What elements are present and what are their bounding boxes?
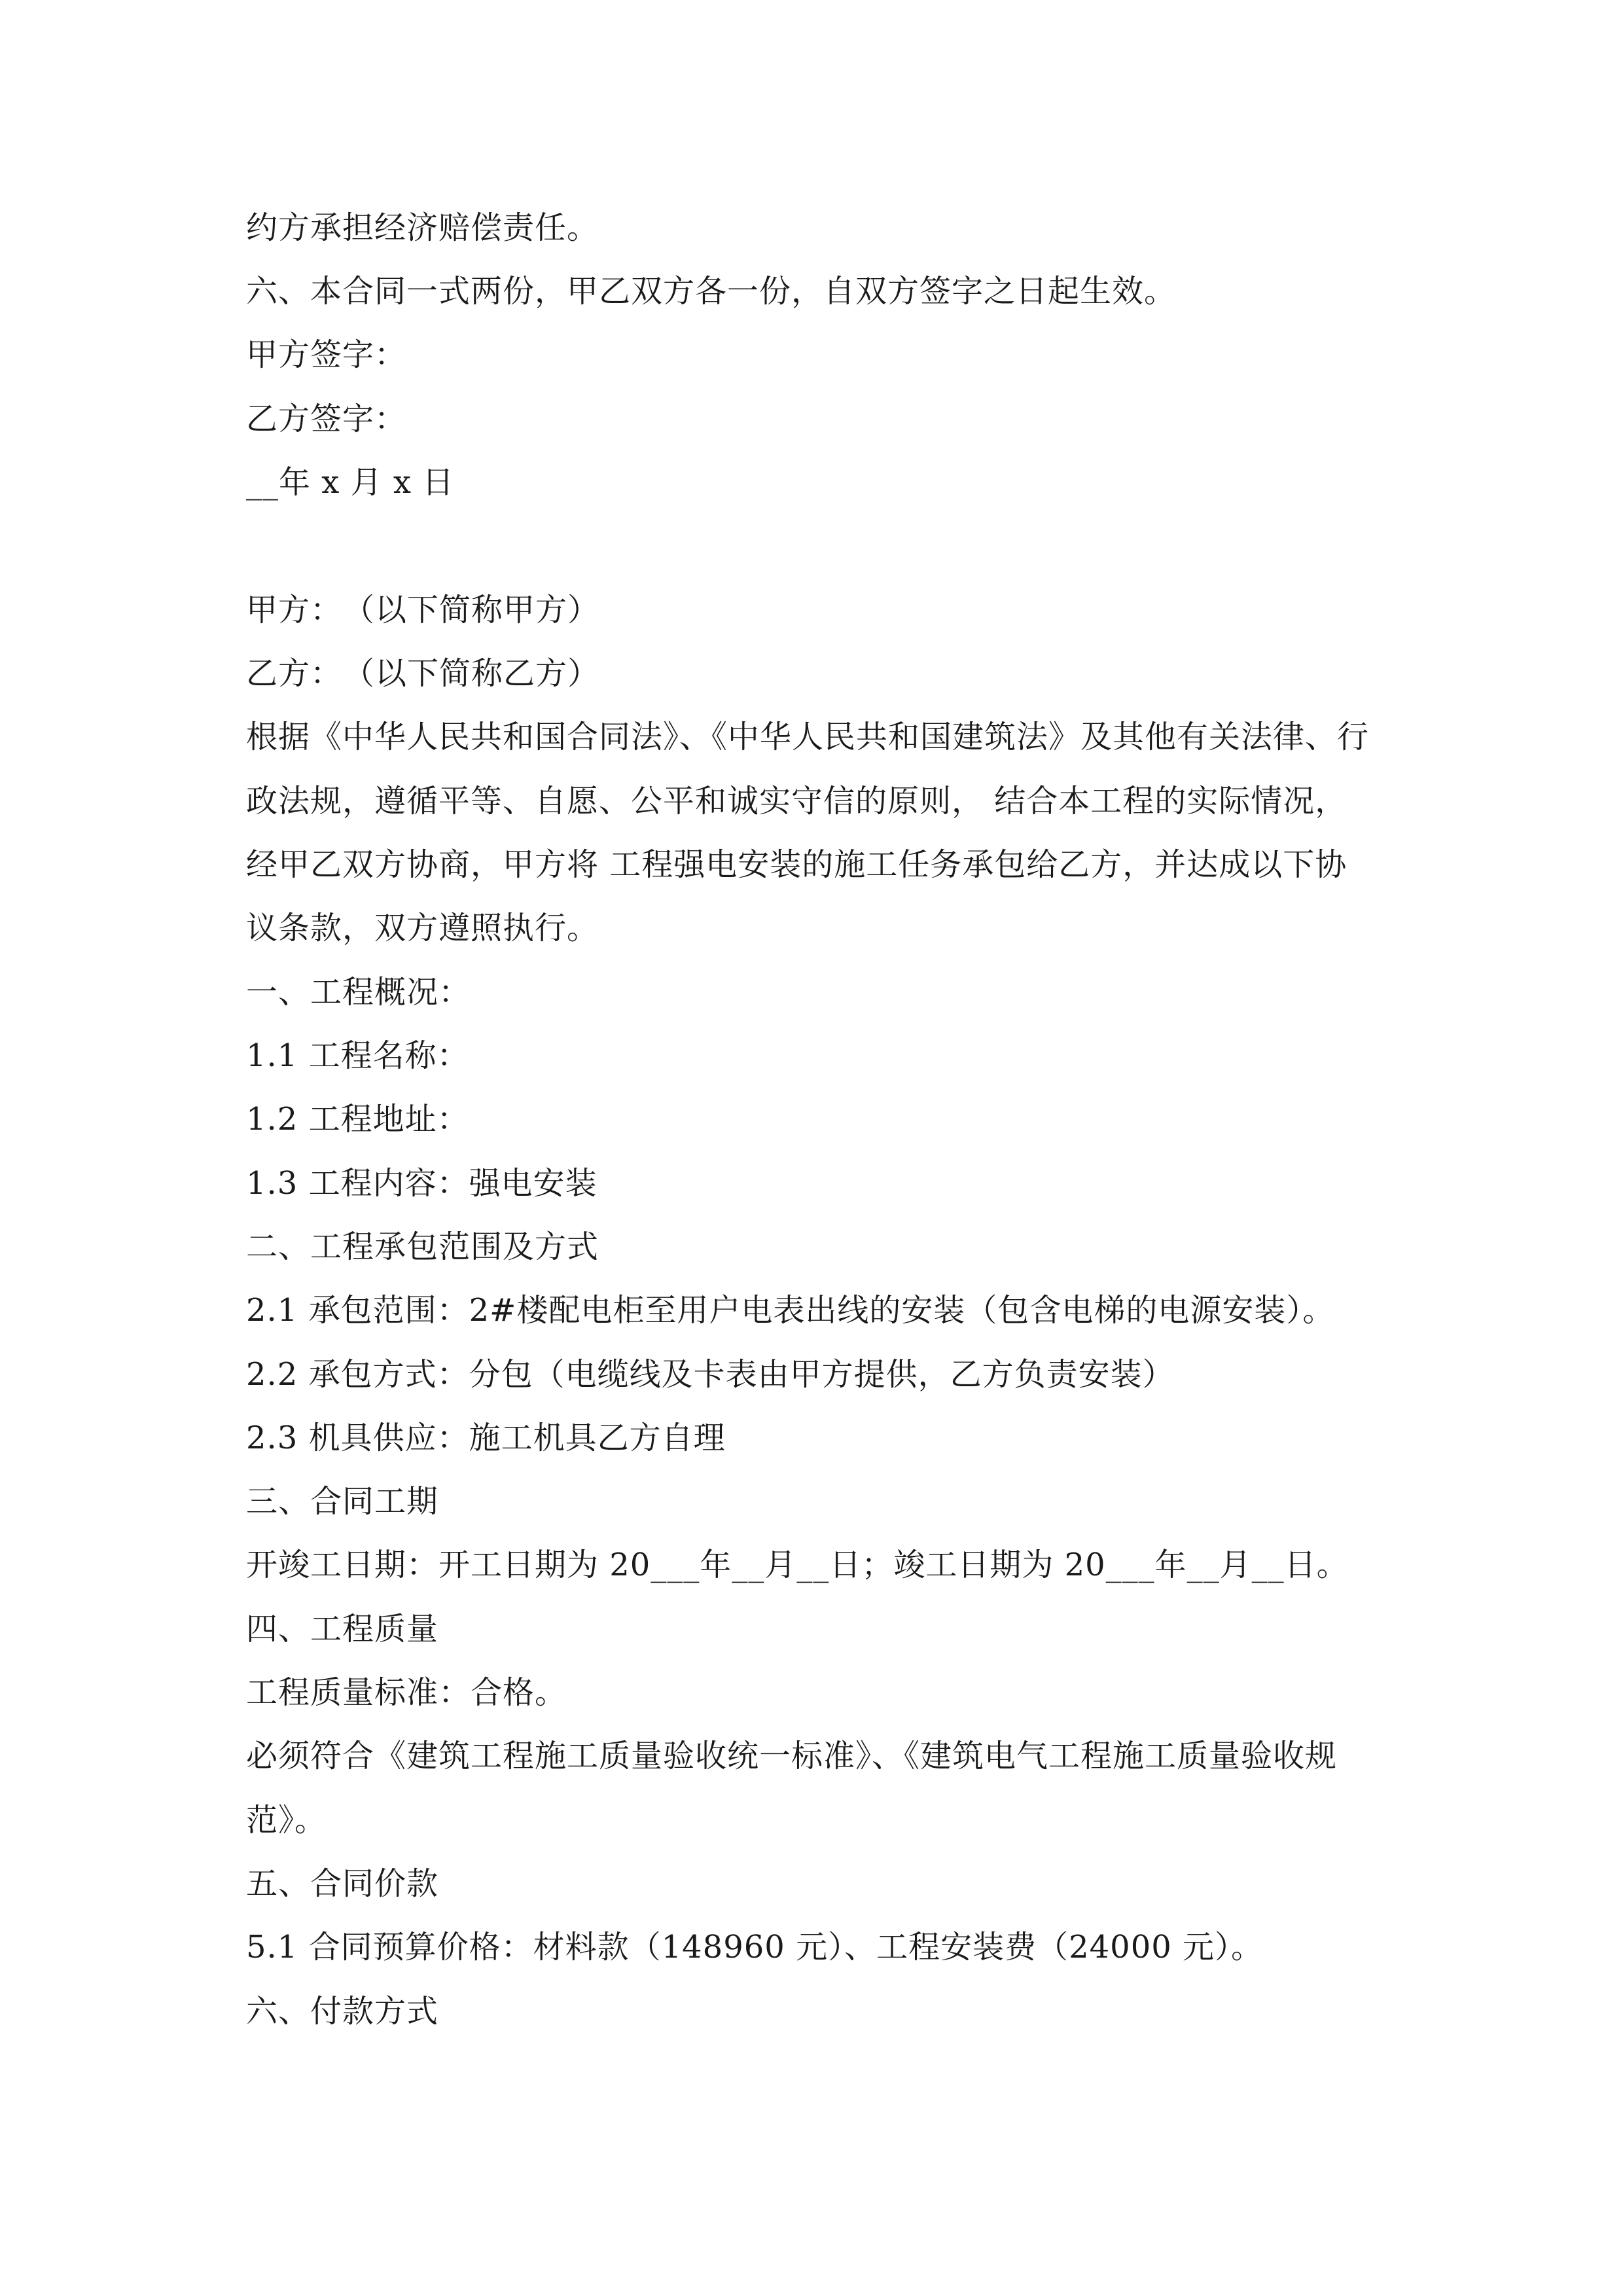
text-line: 必须符合《建筑工程施工质量验收统一标准》、《建筑电气工程施工质量验收规	[246, 1738, 1338, 1774]
party-a-line: 甲方： （以下简称甲方）	[246, 592, 600, 628]
party-b-line: 乙方： （以下简称乙方）	[246, 655, 600, 692]
preamble-line: 政法规，遵循平等、自愿、公平和诚实守信的原则， 结合本工程的实际情况，	[246, 783, 1347, 819]
preamble-line: 根据《中华人民共和国合同法》、《中华人民共和国建筑法》及其他有关法律、行	[246, 719, 1370, 755]
section-heading: 五、合同价款	[246, 1865, 439, 1902]
text-line: 2.2 承包方式：分包（电缆线及卡表由甲方提供，乙方负责安装）	[246, 1356, 1175, 1393]
section-heading: 一、工程概况：	[246, 974, 471, 1011]
clause-six-validity: 六、本合同一式两份，甲乙双方各一份，自双方签字之日起生效。	[246, 273, 1177, 310]
section-heading: 三、合同工期	[246, 1483, 439, 1520]
text-line: 2.3 机具供应：施工机具乙方自理	[246, 1420, 726, 1456]
party-b-signature-label: 乙方签字：	[246, 401, 407, 437]
text-line: 约方承担经济赔偿责任。	[246, 209, 599, 246]
text-line: 5.1 合同预算价格：材料款（148960 元）、工程安装费（24000 元）。	[246, 1929, 1264, 1965]
text-line: 开竣工日期：开工日期为 20___年__月__日；竣工日期为 20___年__月__日。	[246, 1547, 1349, 1583]
date-line: __年 x 月 x 日	[246, 464, 455, 501]
text-line: 1.1 工程名称：	[246, 1037, 469, 1074]
text-line: 2.1 承包范围：2#楼配电柜至用户电表出线的安装（包含电梯的电源安装）。	[246, 1292, 1335, 1329]
section-heading: 二、工程承包范围及方式	[246, 1229, 599, 1265]
section-heading: 六、付款方式	[246, 1993, 439, 2030]
preamble-line: 议条款，双方遵照执行。	[246, 910, 599, 946]
party-a-signature-label: 甲方签字：	[246, 336, 407, 373]
section-heading: 四、工程质量	[246, 1611, 439, 1647]
text-line: 范》。	[246, 1802, 327, 1839]
text-line: 1.3 工程内容：强电安装	[246, 1165, 597, 1202]
text-line: 工程质量标准：合格。	[246, 1674, 567, 1711]
preamble-line: 经甲乙双方协商，甲方将 工程强电安装的施工任务承包给乙方，并达成以下协	[246, 846, 1347, 883]
text-line: 1.2 工程地址：	[246, 1101, 469, 1138]
